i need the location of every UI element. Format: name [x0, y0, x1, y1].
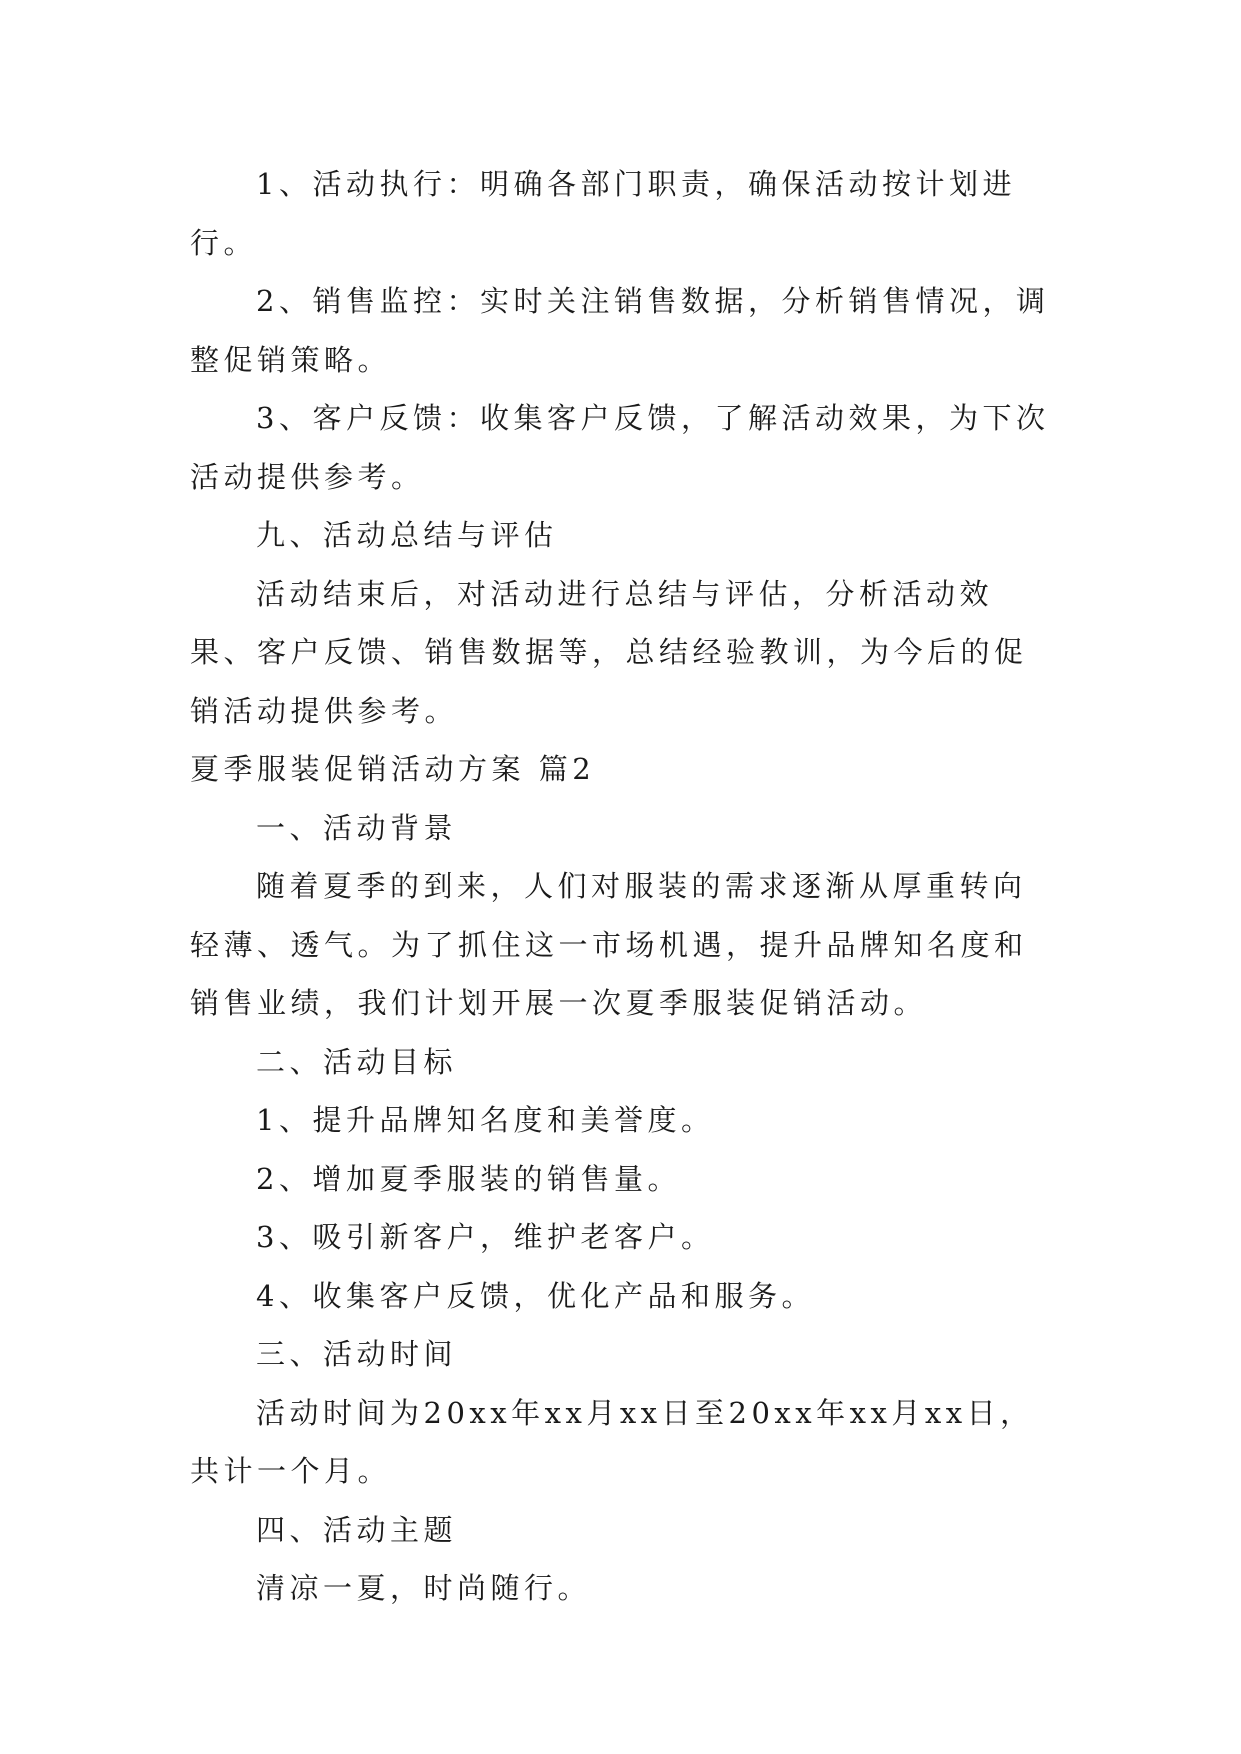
list-item-goal-4: 4、收集客户反馈，优化产品和服务。 — [256, 1278, 815, 1313]
section-heading-goals: 二、活动目标 — [256, 1044, 458, 1079]
section-heading-time: 三、活动时间 — [256, 1337, 458, 1371]
paragraph-sales-monitoring: 2、销售监控：实时关注销售数据，分析销售情况，调整促销策略。 — [190, 284, 1050, 377]
section-heading-background: 一、活动背景 — [256, 810, 458, 845]
document-body — [190, 155, 1050, 1618]
paragraph-customer-feedback: 3、客户反馈：收集客户反馈，了解活动效果，为下次活动提供参考。 — [190, 401, 1050, 494]
section-heading-theme: 四、活动主题 — [256, 1512, 458, 1547]
section-heading-summary: 九、活动总结与评估 — [256, 518, 558, 552]
paragraph-action-execution: 1、活动执行：明确各部门职责，确保活动按计划进行。 — [190, 167, 1016, 260]
list-item-goal-3: 3、吸引新客户，维护老客户。 — [256, 1220, 715, 1254]
list-item-goal-1: 1、提升品牌知名度和美誉度。 — [256, 1103, 715, 1137]
paragraph-time: 活动时间为20xx年xx月xx日至20xx年xx月xx日，共计一个月。 — [190, 1395, 1034, 1488]
paragraph-summary: 活动结束后，对活动进行总结与评估，分析活动效果、客户反馈、销售数据等，总结经验教训，为今后的促销活动提供参考。 — [190, 576, 1028, 728]
paragraph-background: 随着夏季的到来，人们对服装的需求逐渐从厚重转向轻薄、透气。为了抓住这一市场机遇，提升品牌知名度和销售业绩，我们计划开展一次夏季服装促销活动。 — [190, 869, 1028, 1020]
paragraph-theme: 清凉一夏，时尚随行。 — [256, 1571, 592, 1605]
list-item-goal-2: 2、增加夏季服装的销售量。 — [256, 1161, 681, 1196]
document-subtitle: 夏季服装促销活动方案 篇2 — [190, 752, 596, 786]
